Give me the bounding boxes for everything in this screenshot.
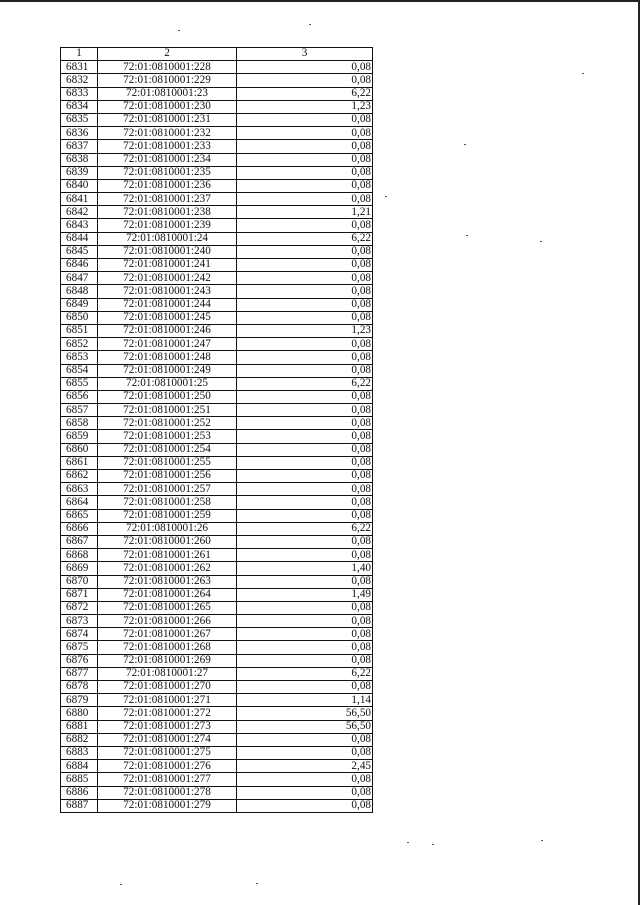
table-row <box>61 733 373 746</box>
scan-speck <box>120 884 122 885</box>
row-number: 6852 <box>61 338 98 351</box>
cadastral-number: 72:01:0810001:239 <box>98 219 237 232</box>
row-number: 6842 <box>61 206 98 219</box>
table-row <box>61 404 373 417</box>
area-value: 6,22 <box>237 232 373 245</box>
row-number: 6887 <box>61 799 98 812</box>
table-row <box>61 364 373 377</box>
table-row <box>61 298 373 311</box>
cadastral-number: 72:01:0810001:275 <box>98 746 237 759</box>
row-number: 6861 <box>61 456 98 469</box>
table-row <box>61 575 373 588</box>
cadastral-number: 72:01:0810001:254 <box>98 443 237 456</box>
area-value: 0,08 <box>237 786 373 799</box>
cadastral-number: 72:01:0810001:247 <box>98 338 237 351</box>
row-number: 6841 <box>61 193 98 206</box>
cadastral-number: 72:01:0810001:276 <box>98 760 237 773</box>
cadastral-number: 72:01:0810001:253 <box>98 430 237 443</box>
row-number: 6855 <box>61 377 98 390</box>
cadastral-number: 72:01:0810001:269 <box>98 654 237 667</box>
row-number: 6874 <box>61 628 98 641</box>
table-row <box>61 245 373 258</box>
area-value: 56,50 <box>237 720 373 733</box>
area-value: 0,08 <box>237 219 373 232</box>
row-number: 6873 <box>61 615 98 628</box>
area-value: 0,08 <box>237 127 373 140</box>
row-number: 6837 <box>61 140 98 153</box>
cadastral-number: 72:01:0810001:274 <box>98 733 237 746</box>
area-value: 0,08 <box>237 601 373 614</box>
table-row <box>61 667 373 680</box>
cadastral-number: 72:01:0810001:259 <box>98 509 237 522</box>
row-number: 6850 <box>61 311 98 324</box>
row-number: 6869 <box>61 562 98 575</box>
scan-speck <box>256 883 258 884</box>
row-number: 6833 <box>61 87 98 100</box>
area-value: 0,08 <box>237 153 373 166</box>
table-header-row <box>61 48 373 61</box>
cadastral-number: 72:01:0810001:273 <box>98 720 237 733</box>
table-row <box>61 549 373 562</box>
table-row <box>61 417 373 430</box>
scan-speck <box>540 241 542 242</box>
area-value: 0,08 <box>237 641 373 654</box>
row-number: 6859 <box>61 430 98 443</box>
table-row <box>61 127 373 140</box>
row-number: 6840 <box>61 179 98 192</box>
row-number: 6847 <box>61 272 98 285</box>
row-number: 6885 <box>61 773 98 786</box>
row-number: 6883 <box>61 746 98 759</box>
area-value: 56,50 <box>237 707 373 720</box>
area-value: 0,08 <box>237 351 373 364</box>
table-row <box>61 509 373 522</box>
cadastral-number: 72:01:0810001:255 <box>98 456 237 469</box>
area-value: 0,08 <box>237 285 373 298</box>
table-row <box>61 351 373 364</box>
row-number: 6854 <box>61 364 98 377</box>
area-value: 0,08 <box>237 61 373 74</box>
table-row <box>61 377 373 390</box>
area-value: 0,08 <box>237 404 373 417</box>
row-number: 6849 <box>61 298 98 311</box>
row-number: 6884 <box>61 760 98 773</box>
table-row <box>61 535 373 548</box>
table-row <box>61 760 373 773</box>
cadastral-number: 72:01:0810001:267 <box>98 628 237 641</box>
area-value: 0,08 <box>237 733 373 746</box>
area-value: 1,23 <box>237 100 373 113</box>
cadastral-number: 72:01:0810001:263 <box>98 575 237 588</box>
area-value: 0,08 <box>237 773 373 786</box>
table-row <box>61 285 373 298</box>
area-value: 0,08 <box>237 179 373 192</box>
area-value: 0,08 <box>237 338 373 351</box>
cadastral-number: 72:01:0810001:272 <box>98 707 237 720</box>
cadastral-number: 72:01:0810001:271 <box>98 694 237 707</box>
table-row <box>61 430 373 443</box>
table-row <box>61 232 373 245</box>
area-value: 1,40 <box>237 562 373 575</box>
cadastral-number: 72:01:0810001:24 <box>98 232 237 245</box>
row-number: 6839 <box>61 166 98 179</box>
table-body <box>61 48 373 813</box>
row-number: 6879 <box>61 694 98 707</box>
table-row <box>61 707 373 720</box>
row-number: 6851 <box>61 324 98 337</box>
table-row <box>61 562 373 575</box>
cadastral-number: 72:01:0810001:261 <box>98 549 237 562</box>
scan-speck <box>464 144 466 145</box>
cadastral-number: 72:01:0810001:229 <box>98 74 237 87</box>
row-number: 6853 <box>61 351 98 364</box>
row-number: 6856 <box>61 390 98 403</box>
cadastral-number: 72:01:0810001:251 <box>98 404 237 417</box>
cadastral-number: 72:01:0810001:237 <box>98 193 237 206</box>
cadastral-number: 72:01:0810001:23 <box>98 87 237 100</box>
table-row <box>61 654 373 667</box>
cadastral-number: 72:01:0810001:25 <box>98 377 237 390</box>
area-value: 0,08 <box>237 443 373 456</box>
row-number: 6858 <box>61 417 98 430</box>
table-row <box>61 601 373 614</box>
cadastral-number: 72:01:0810001:231 <box>98 113 237 126</box>
data-table-wrapper <box>60 47 373 813</box>
area-value: 1,23 <box>237 324 373 337</box>
table-row <box>61 522 373 535</box>
area-value: 0,08 <box>237 746 373 759</box>
scan-speck <box>541 840 543 841</box>
area-value: 0,08 <box>237 628 373 641</box>
column-header-2: 2 <box>98 48 237 61</box>
table-row <box>61 100 373 113</box>
scan-speck <box>432 844 434 845</box>
area-value: 0,08 <box>237 496 373 509</box>
page-edge-top <box>0 0 640 2</box>
area-value: 0,08 <box>237 470 373 483</box>
row-number: 6834 <box>61 100 98 113</box>
area-value: 0,08 <box>237 311 373 324</box>
table-row <box>61 390 373 403</box>
table-row <box>61 746 373 759</box>
table-row <box>61 166 373 179</box>
row-number: 6867 <box>61 535 98 548</box>
area-value: 0,08 <box>237 74 373 87</box>
area-value: 0,08 <box>237 364 373 377</box>
table-row <box>61 140 373 153</box>
cadastral-number: 72:01:0810001:260 <box>98 535 237 548</box>
cadastral-number: 72:01:0810001:264 <box>98 588 237 601</box>
area-value: 6,22 <box>237 377 373 390</box>
row-number: 6845 <box>61 245 98 258</box>
table-row <box>61 219 373 232</box>
table-row <box>61 153 373 166</box>
area-value: 6,22 <box>237 87 373 100</box>
row-number: 6872 <box>61 601 98 614</box>
row-number: 6868 <box>61 549 98 562</box>
cadastral-number: 72:01:0810001:242 <box>98 272 237 285</box>
area-value: 0,08 <box>237 535 373 548</box>
cadastral-number: 72:01:0810001:266 <box>98 615 237 628</box>
row-number: 6832 <box>61 74 98 87</box>
scan-speck <box>466 235 468 236</box>
table-row <box>61 681 373 694</box>
table-row <box>61 179 373 192</box>
cadastral-number: 72:01:0810001:243 <box>98 285 237 298</box>
cadastral-number: 72:01:0810001:248 <box>98 351 237 364</box>
row-number: 6831 <box>61 61 98 74</box>
row-number: 6878 <box>61 681 98 694</box>
area-value: 0,08 <box>237 430 373 443</box>
area-value: 1,21 <box>237 206 373 219</box>
table-row <box>61 74 373 87</box>
row-number: 6871 <box>61 588 98 601</box>
area-value: 0,08 <box>237 390 373 403</box>
cadastral-number: 72:01:0810001:228 <box>98 61 237 74</box>
cadastral-number: 72:01:0810001:277 <box>98 773 237 786</box>
table-row <box>61 773 373 786</box>
area-value: 0,08 <box>237 417 373 430</box>
cadastral-number: 72:01:0810001:238 <box>98 206 237 219</box>
cadastral-number: 72:01:0810001:262 <box>98 562 237 575</box>
row-number: 6876 <box>61 654 98 667</box>
row-number: 6862 <box>61 470 98 483</box>
row-number: 6838 <box>61 153 98 166</box>
area-value: 0,08 <box>237 456 373 469</box>
cadastral-number: 72:01:0810001:233 <box>98 140 237 153</box>
area-value: 0,08 <box>237 575 373 588</box>
area-value: 0,08 <box>237 483 373 496</box>
table-row <box>61 338 373 351</box>
cadastral-number: 72:01:0810001:244 <box>98 298 237 311</box>
table-row <box>61 443 373 456</box>
area-value: 2,45 <box>237 760 373 773</box>
table-row <box>61 61 373 74</box>
column-header-1: 1 <box>61 48 98 61</box>
table-row <box>61 193 373 206</box>
table-row <box>61 720 373 733</box>
row-number: 6865 <box>61 509 98 522</box>
row-number: 6860 <box>61 443 98 456</box>
row-number: 6864 <box>61 496 98 509</box>
row-number: 6880 <box>61 707 98 720</box>
cadastral-number: 72:01:0810001:249 <box>98 364 237 377</box>
cadastral-number: 72:01:0810001:241 <box>98 259 237 272</box>
table-row <box>61 311 373 324</box>
table-row <box>61 694 373 707</box>
column-header-3: 3 <box>237 48 373 61</box>
area-value: 0,08 <box>237 549 373 562</box>
area-value: 1,49 <box>237 588 373 601</box>
table-row <box>61 87 373 100</box>
table-row <box>61 483 373 496</box>
row-number: 6835 <box>61 113 98 126</box>
area-value: 6,22 <box>237 667 373 680</box>
table-row <box>61 324 373 337</box>
cadastral-number: 72:01:0810001:236 <box>98 179 237 192</box>
area-value: 0,08 <box>237 509 373 522</box>
cadastral-number: 72:01:0810001:279 <box>98 799 237 812</box>
scan-speck <box>385 196 387 197</box>
table-row <box>61 628 373 641</box>
table-row <box>61 456 373 469</box>
area-value: 0,08 <box>237 113 373 126</box>
area-value: 0,08 <box>237 298 373 311</box>
cadastral-number: 72:01:0810001:26 <box>98 522 237 535</box>
table-row <box>61 259 373 272</box>
area-value: 0,08 <box>237 799 373 812</box>
table-row <box>61 588 373 601</box>
row-number: 6882 <box>61 733 98 746</box>
cadastral-number: 72:01:0810001:230 <box>98 100 237 113</box>
cadastral-number: 72:01:0810001:246 <box>98 324 237 337</box>
area-value: 0,08 <box>237 272 373 285</box>
cadastral-number: 72:01:0810001:27 <box>98 667 237 680</box>
row-number: 6844 <box>61 232 98 245</box>
cadastral-number: 72:01:0810001:268 <box>98 641 237 654</box>
table-row <box>61 799 373 812</box>
row-number: 6848 <box>61 285 98 298</box>
table-row <box>61 206 373 219</box>
area-value: 0,08 <box>237 245 373 258</box>
scan-speck <box>407 842 409 843</box>
cadastral-number: 72:01:0810001:257 <box>98 483 237 496</box>
cadastral-number: 72:01:0810001:245 <box>98 311 237 324</box>
table-row <box>61 615 373 628</box>
cadastral-number: 72:01:0810001:265 <box>98 601 237 614</box>
row-number: 6877 <box>61 667 98 680</box>
table-row <box>61 786 373 799</box>
row-number: 6857 <box>61 404 98 417</box>
cadastral-number: 72:01:0810001:258 <box>98 496 237 509</box>
area-value: 0,08 <box>237 140 373 153</box>
row-number: 6843 <box>61 219 98 232</box>
scan-speck <box>309 24 311 25</box>
area-value: 0,08 <box>237 654 373 667</box>
table-row <box>61 641 373 654</box>
row-number: 6863 <box>61 483 98 496</box>
area-value: 1,14 <box>237 694 373 707</box>
cadastral-number: 72:01:0810001:252 <box>98 417 237 430</box>
area-value: 0,08 <box>237 193 373 206</box>
row-number: 6881 <box>61 720 98 733</box>
cadastral-table <box>60 47 373 813</box>
area-value: 0,08 <box>237 681 373 694</box>
cadastral-number: 72:01:0810001:250 <box>98 390 237 403</box>
cadastral-number: 72:01:0810001:232 <box>98 127 237 140</box>
cadastral-number: 72:01:0810001:240 <box>98 245 237 258</box>
row-number: 6875 <box>61 641 98 654</box>
area-value: 0,08 <box>237 615 373 628</box>
row-number: 6836 <box>61 127 98 140</box>
row-number: 6846 <box>61 259 98 272</box>
table-row <box>61 272 373 285</box>
table-row <box>61 496 373 509</box>
cadastral-number: 72:01:0810001:256 <box>98 470 237 483</box>
row-number: 6866 <box>61 522 98 535</box>
table-row <box>61 113 373 126</box>
cadastral-number: 72:01:0810001:235 <box>98 166 237 179</box>
cadastral-number: 72:01:0810001:234 <box>98 153 237 166</box>
scan-speck <box>178 30 180 31</box>
area-value: 0,08 <box>237 166 373 179</box>
cadastral-number: 72:01:0810001:270 <box>98 681 237 694</box>
row-number: 6870 <box>61 575 98 588</box>
area-value: 6,22 <box>237 522 373 535</box>
cadastral-number: 72:01:0810001:278 <box>98 786 237 799</box>
area-value: 0,08 <box>237 259 373 272</box>
scan-speck <box>582 73 584 74</box>
table-row <box>61 470 373 483</box>
row-number: 6886 <box>61 786 98 799</box>
